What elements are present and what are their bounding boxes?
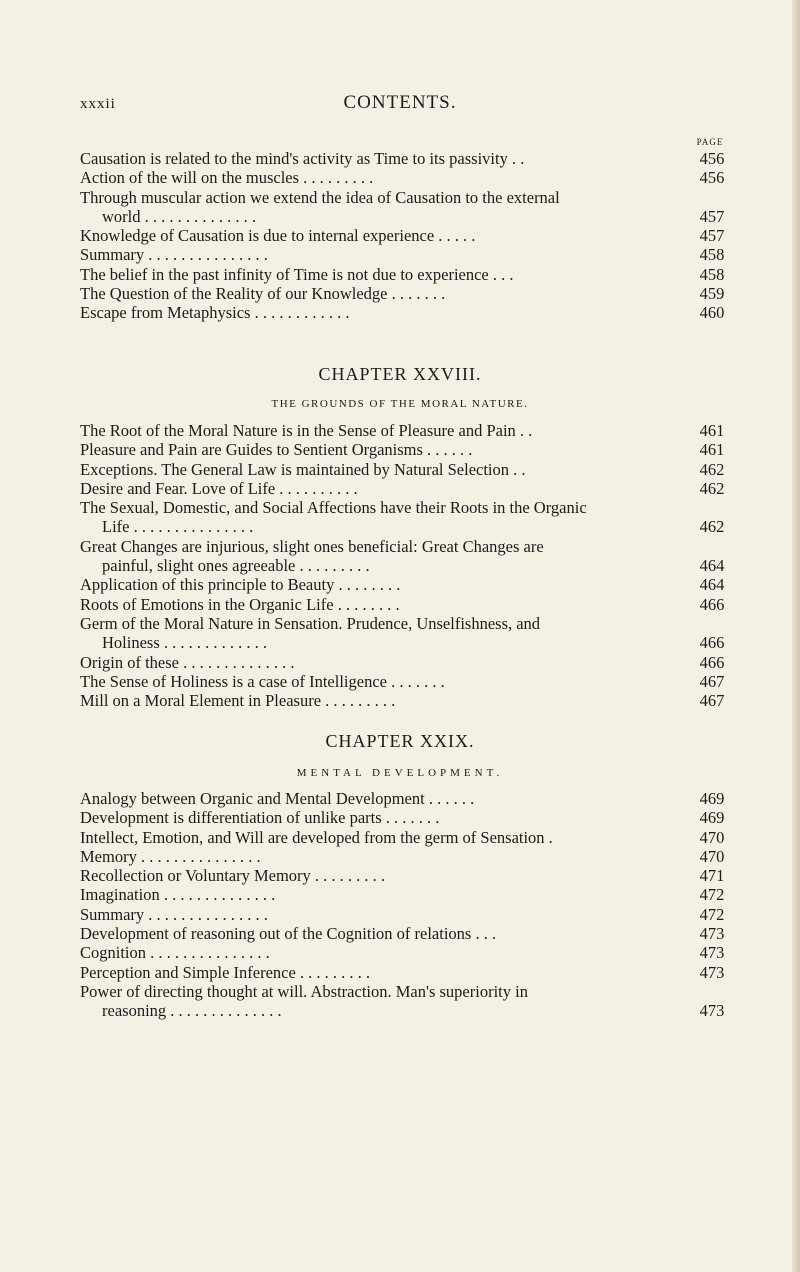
running-title: CONTENTS. xyxy=(343,92,457,113)
chapter-28-entries xyxy=(80,421,732,710)
entry-page-number: 473 xyxy=(699,962,725,982)
entry-title: Summary . . . . . . . . . . . . . . . xyxy=(80,245,268,265)
entry-page-number: 457 xyxy=(699,226,725,246)
entry-title: Analogy between Organic and Mental Development . . . . . . xyxy=(80,789,475,808)
entry-page-number: 470 xyxy=(699,827,725,847)
contents-entry xyxy=(80,924,732,943)
entry-page-number: 456 xyxy=(699,149,725,168)
entry-page-number: 462 xyxy=(699,478,725,498)
entry-title: Exceptions. The General Law is maintained by Natural Selection . . xyxy=(80,459,526,479)
entry-page-number: 466 xyxy=(699,594,725,614)
contents-entry xyxy=(80,498,732,537)
contents-entry xyxy=(80,691,732,710)
entry-page-number: 469 xyxy=(699,808,725,828)
contents-entry xyxy=(80,188,732,227)
chapter-29-title: CHAPTER XXIX. xyxy=(325,731,475,751)
contents-entry xyxy=(80,847,732,866)
entry-page-number: 457 xyxy=(699,206,725,226)
entry-title: The Root of the Moral Nature is in the Sense of Pleasure and Pain . . xyxy=(80,421,533,440)
contents-entry xyxy=(80,808,732,827)
contents-entry xyxy=(80,982,732,1021)
entry-title: The belief in the past infinity of Time is not due to experience . . . xyxy=(80,264,514,284)
entry-page-number: 467 xyxy=(699,671,725,691)
page-edge xyxy=(792,0,800,1272)
entry-title: Summary . . . . . . . . . . . . . . . xyxy=(80,904,268,924)
entry-title: The Sense of Holiness is a case of Intelligence . . . . . . . xyxy=(80,671,445,691)
entry-title: Imagination . . . . . . . . . . . . . . xyxy=(80,885,276,905)
entry-page-number: 466 xyxy=(699,633,725,653)
entry-title: Pleasure and Pain are Guides to Sentient Organisms . . . . . . xyxy=(80,440,473,460)
entry-page-number: 464 xyxy=(699,556,725,576)
contents-entry xyxy=(80,460,732,479)
contents-entry xyxy=(80,789,732,808)
entry-title: The Sexual, Domestic, and Social Affections have their Roots in the Organic xyxy=(80,498,587,518)
entry-page-number: 462 xyxy=(699,459,725,479)
entry-page-number: 470 xyxy=(699,846,725,866)
contents-entry xyxy=(80,963,732,982)
entry-page-number: 461 xyxy=(699,421,725,440)
entry-title: Application of this principle to Beauty . . . . . . . . xyxy=(80,575,401,595)
entry-title: Cognition . . . . . . . . . . . . . . . xyxy=(80,943,270,963)
contents-entry xyxy=(80,479,732,498)
chapter-28-title: CHAPTER XXVIII. xyxy=(318,364,482,384)
contents-entry xyxy=(80,866,732,885)
entry-page-number: 469 xyxy=(699,789,725,808)
entry-title: Action of the will on the muscles . . . . . . . . . xyxy=(80,168,374,188)
contents-entry xyxy=(80,245,732,264)
entry-title: Roots of Emotions in the Organic Life . . . . . . . . xyxy=(80,594,400,614)
entry-title: Great Changes are injurious, slight ones beneficial: Great Changes are xyxy=(80,536,544,556)
contents-entry xyxy=(80,284,732,303)
entry-title: The Question of the Reality of our Knowledge . . . . . . . xyxy=(80,284,446,304)
entry-title: Through muscular action we extend the idea of Causation to the external xyxy=(80,187,560,207)
entry-title: Mill on a Moral Element in Pleasure . . . . . . . . . xyxy=(80,691,396,711)
entry-page-number: 471 xyxy=(699,866,725,886)
entry-title: Recollection or Voluntary Memory . . . . . . . . . xyxy=(80,866,386,886)
entry-page-number: 473 xyxy=(699,943,725,963)
entry-page-number: 472 xyxy=(699,885,725,905)
page-column-label: PAGE xyxy=(696,137,724,147)
entry-page-number: 459 xyxy=(699,284,725,304)
contents-entry xyxy=(80,614,732,653)
entry-page-number: 458 xyxy=(699,264,725,284)
entry-title: Causation is related to the mind's activity as Time to its passivity . . xyxy=(80,149,525,168)
page-number: xxxii xyxy=(80,96,116,112)
chapter-28-subtitle: THE GROUNDS OF THE MORAL NATURE. xyxy=(271,398,529,410)
contents-entry xyxy=(80,595,732,614)
contents-section-1 xyxy=(80,149,732,323)
entry-page-number: 456 xyxy=(699,168,725,188)
contents-entry xyxy=(80,943,732,962)
contents-entry xyxy=(80,440,732,459)
contents-entry xyxy=(80,226,732,245)
contents-entry xyxy=(80,885,732,904)
entry-page-number: 458 xyxy=(699,245,725,265)
entry-page-number: 464 xyxy=(699,575,725,595)
entry-page-number: 472 xyxy=(699,904,725,924)
entry-title-continuation: reasoning . . . . . . . . . . . . . . xyxy=(102,1001,282,1021)
entry-title-continuation: world . . . . . . . . . . . . . . xyxy=(102,206,256,226)
contents-entry xyxy=(80,168,732,187)
entry-title: Germ of the Moral Nature in Sensation. Prudence, Unselfishness, and xyxy=(80,613,541,633)
entry-page-number: 462 xyxy=(699,517,725,537)
contents-entry xyxy=(80,905,732,924)
entry-title: Origin of these . . . . . . . . . . . . . . xyxy=(80,652,295,672)
chapter-29-entries xyxy=(80,789,732,1021)
entry-page-number: 460 xyxy=(699,303,725,323)
contents-entry xyxy=(80,653,732,672)
entry-title: Memory . . . . . . . . . . . . . . . xyxy=(80,846,261,866)
contents-entry xyxy=(80,537,732,576)
entry-title: Desire and Fear. Love of Life . . . . . . . . . . xyxy=(80,478,358,498)
contents-entry xyxy=(80,672,732,691)
contents-entry xyxy=(80,828,732,847)
entry-title: Knowledge of Causation is due to internal experience . . . . . xyxy=(80,226,476,246)
contents-entry xyxy=(80,575,732,594)
entry-title: Intellect, Emotion, and Will are developed from the germ of Sensation . xyxy=(80,827,553,847)
entry-title-continuation: Holiness . . . . . . . . . . . . . xyxy=(102,633,267,653)
entry-title-continuation: painful, slight ones agreeable . . . . . . . . . xyxy=(102,556,370,576)
entry-page-number: 473 xyxy=(699,924,725,944)
entry-title: Development of reasoning out of the Cognition of relations . . . xyxy=(80,924,497,944)
contents-entry xyxy=(80,303,732,322)
entry-title: Escape from Metaphysics . . . . . . . . . . . . xyxy=(80,303,350,323)
entry-title: Perception and Simple Inference . . . . . . . . . xyxy=(80,962,371,982)
chapter-29-subtitle: MENTAL DEVELOPMENT. xyxy=(296,767,504,779)
entry-page-number: 473 xyxy=(699,1001,725,1021)
contents-entry xyxy=(80,421,732,440)
entry-page-number: 467 xyxy=(699,691,725,711)
entry-title: Development is differentiation of unlike parts . . . . . . . xyxy=(80,808,440,828)
contents-entry xyxy=(80,265,732,284)
entry-title-continuation: Life . . . . . . . . . . . . . . . xyxy=(102,517,254,537)
entry-title: Power of directing thought at will. Abstraction. Man's superiority in xyxy=(80,981,528,1001)
entry-page-number: 461 xyxy=(699,440,725,460)
contents-entry xyxy=(80,149,732,168)
entry-page-number: 466 xyxy=(699,652,725,672)
